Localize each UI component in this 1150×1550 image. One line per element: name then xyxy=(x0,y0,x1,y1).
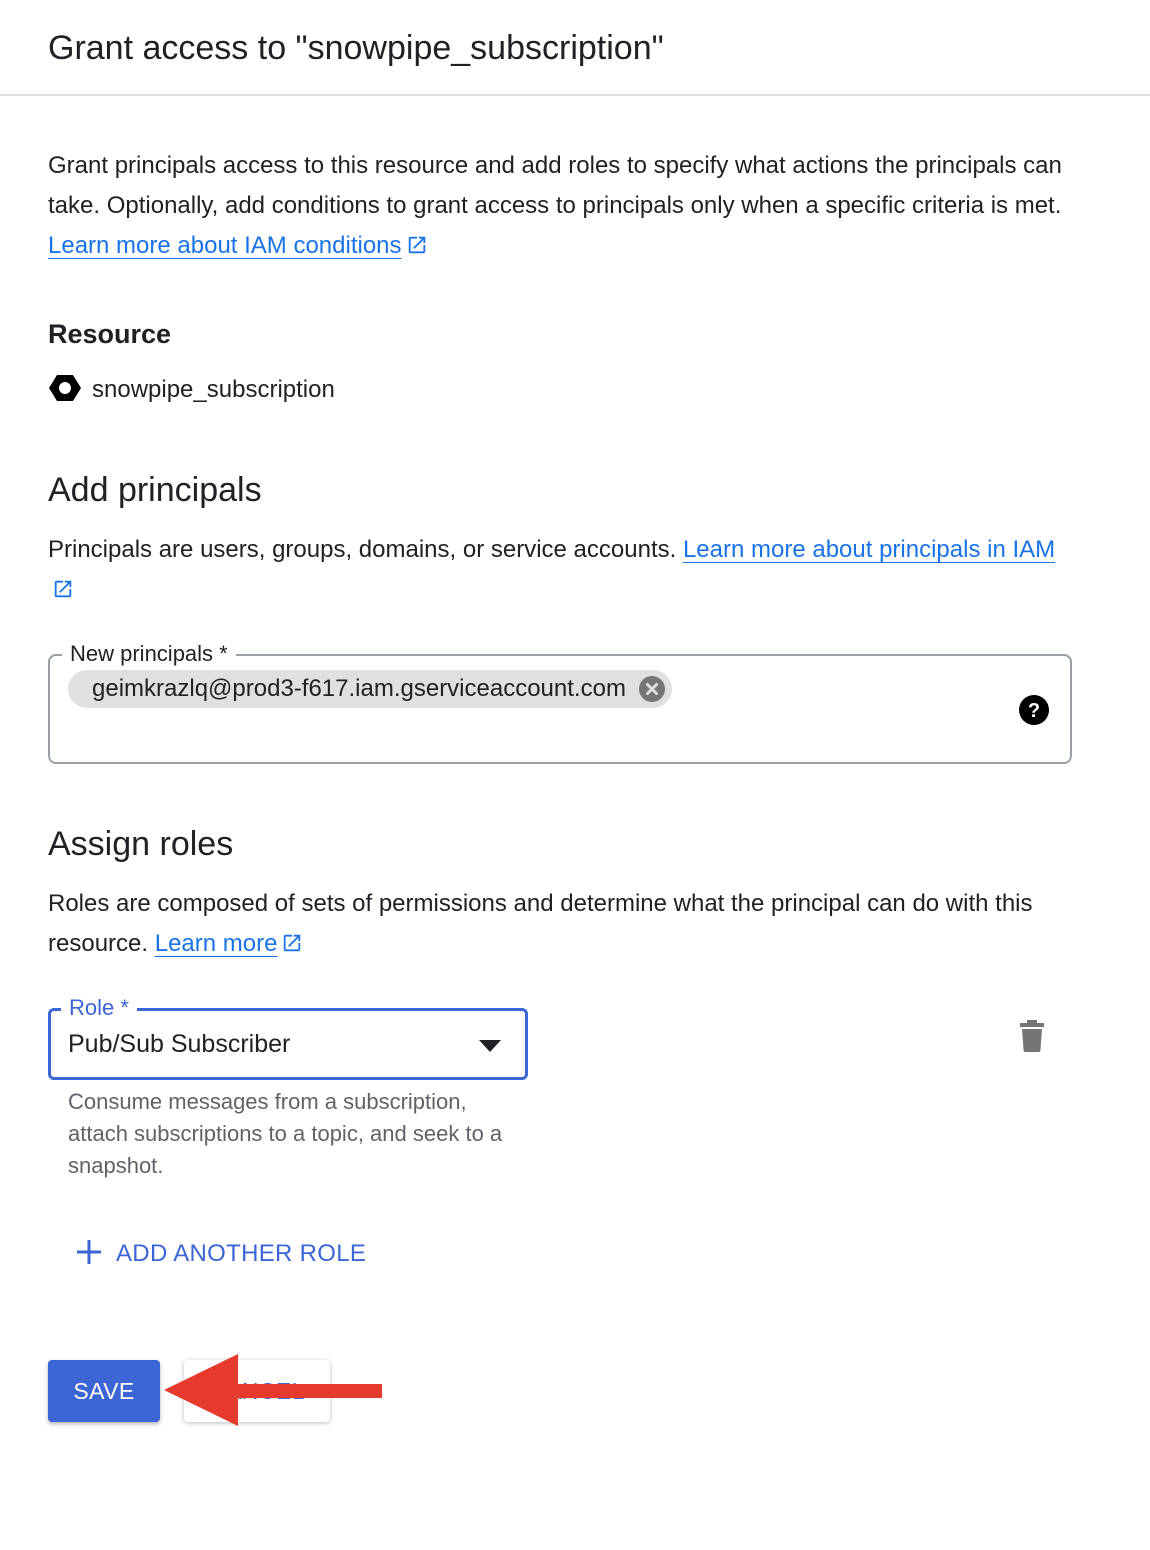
add-another-role-button[interactable] xyxy=(72,1234,366,1274)
assign-roles-text: Roles are composed of sets of permissions and determine what the principal can do with this resource. xyxy=(48,890,1033,957)
add-principals-heading: Add principals xyxy=(48,471,262,509)
annotation-arrow-icon xyxy=(160,1350,390,1435)
resource-name: snowpipe_subscription xyxy=(92,376,335,403)
assign-roles-heading: Assign roles xyxy=(48,825,234,863)
new-principals-field[interactable] xyxy=(48,641,1072,764)
principal-chip xyxy=(68,670,672,708)
save-button[interactable]: SAVE xyxy=(48,1360,160,1422)
role-select[interactable] xyxy=(48,995,528,1080)
roles-learn-more-link[interactable]: Learn more xyxy=(154,930,278,957)
help-icon[interactable] xyxy=(1018,694,1050,731)
principal-chip-text: geimkrazlq@prod3-f617.iam.gserviceaccount.com xyxy=(92,675,626,702)
resource-row xyxy=(48,372,335,408)
role-description: Consume messages from a subscription, attach subscriptions to a topic, and seek to a snapshot. xyxy=(68,1089,503,1178)
panel-header xyxy=(0,0,1150,96)
plus-icon xyxy=(72,1235,106,1274)
iam-conditions-link[interactable]: Learn more about IAM conditions xyxy=(48,232,402,259)
pubsub-hexagon-icon xyxy=(48,373,82,408)
add-principals-text: Principals are users, groups, domains, or service accounts. xyxy=(48,536,677,563)
role-label: Role * xyxy=(61,994,137,1022)
external-link-icon xyxy=(52,573,74,613)
panel-title: Grant access to "snowpipe_subscription" xyxy=(48,29,664,67)
chip-remove-icon[interactable] xyxy=(638,675,666,703)
intro-text: Grant principals access to this resource and add roles to specify what actions the principals can take. Optionally, add conditions to grant access to principals only when a specific criteria is met. xyxy=(48,152,1062,219)
resource-heading: Resource xyxy=(48,319,172,349)
svg-text:?: ? xyxy=(1027,700,1041,722)
principals-iam-link[interactable]: Learn more about principals in IAM xyxy=(682,536,1056,563)
external-link-icon xyxy=(406,229,428,269)
external-link-icon xyxy=(281,927,303,967)
dropdown-arrow-icon[interactable] xyxy=(479,1039,501,1057)
assign-roles-description xyxy=(48,884,1078,967)
role-selected-value: Pub/Sub Subscriber xyxy=(68,1030,291,1058)
add-principals-description xyxy=(48,530,1078,613)
intro-paragraph xyxy=(48,146,1068,269)
add-another-role-label: ADD ANOTHER ROLE xyxy=(116,1240,367,1267)
delete-role-icon[interactable] xyxy=(1018,1020,1046,1057)
new-principals-label: New principals * xyxy=(62,640,236,668)
